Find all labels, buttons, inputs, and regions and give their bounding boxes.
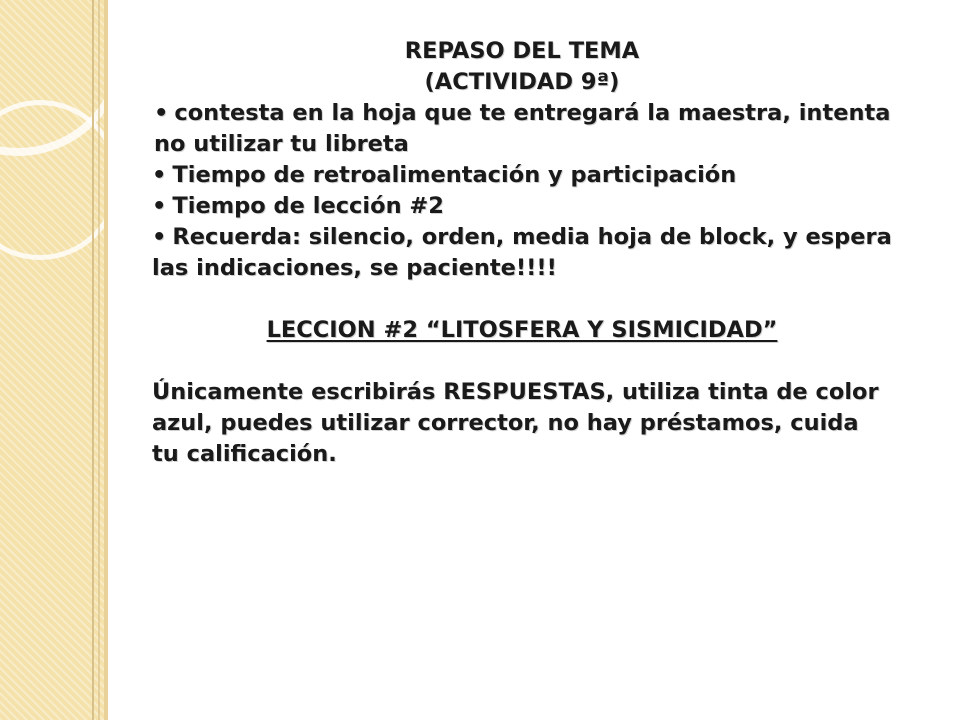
lesson-heading: LECCION #2 “LITOSFERA Y SISMICIDAD” — [266, 317, 778, 343]
activity-subtitle: (ACTIVIDAD 9ª) — [424, 69, 620, 95]
slide-content — [152, 36, 892, 470]
sidebar-edge — [104, 0, 108, 720]
bullet-item: • contesta en la hoja que te entregará la maestra, intenta no utilizar tu libreta — [152, 98, 892, 160]
decorative-ring-small — [0, 100, 104, 260]
bullet-item: • Tiempo de lección #2 — [152, 191, 892, 222]
bullet-item: • Tiempo de retroalimentación y participación — [152, 160, 892, 191]
instructions-paragraph: Únicamente escribirás RESPUESTAS, utiliza tinta de color azul, puedes utilizar corrector, no hay préstamos, cuida tu calificación. — [152, 379, 879, 467]
bullet-item: • Recuerda: silencio, orden, media hoja de block, y espera las indicaciones, se paciente!!!! — [152, 222, 892, 284]
sidebar-stripe-2 — [98, 0, 100, 720]
sidebar-stripe — [92, 0, 94, 720]
slide-title: REPASO DEL TEMA — [404, 38, 640, 64]
decorative-sidebar — [0, 0, 104, 720]
